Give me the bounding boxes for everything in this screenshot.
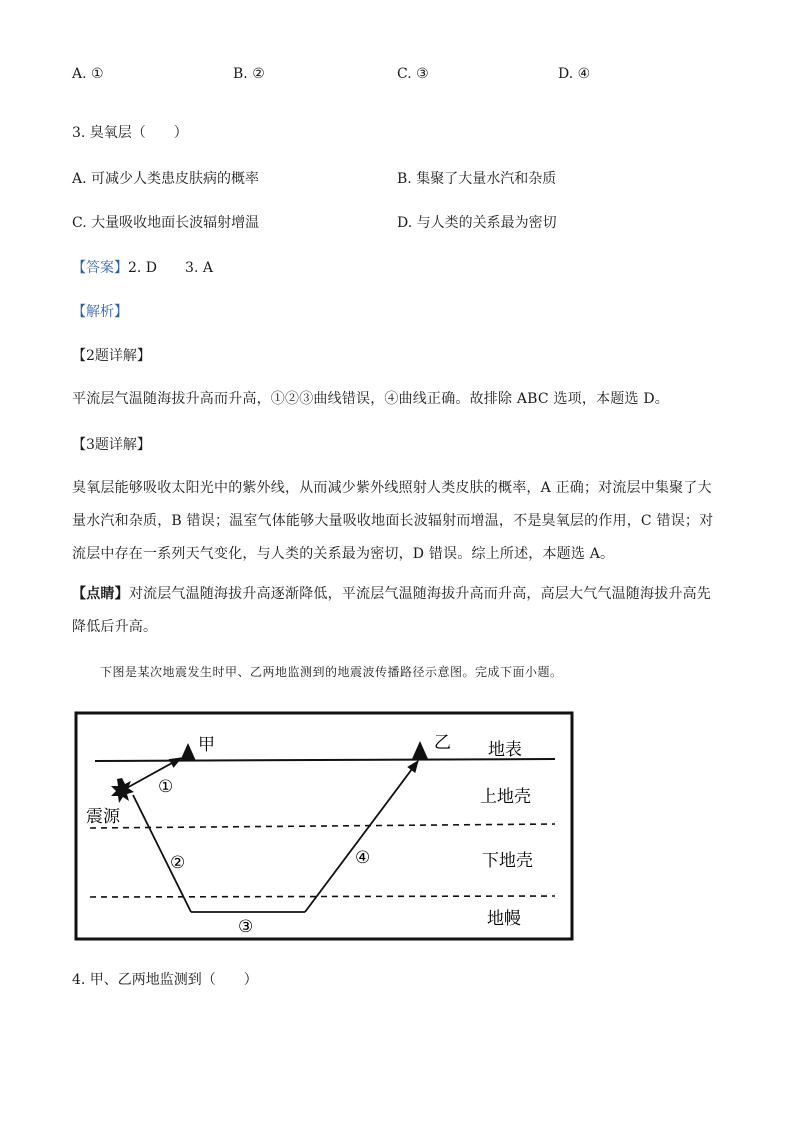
detail2-label: 【2题详解】 — [72, 348, 151, 364]
wave-path-4 — [305, 761, 418, 912]
q2-option-a[interactable]: A. ① — [72, 66, 104, 82]
q2-option-b[interactable]: B. ② — [233, 66, 265, 82]
detail3-label: 【3题详解】 — [72, 437, 151, 453]
station-b-triangle — [412, 741, 428, 759]
q3-option-a[interactable]: A. 可减少人类患皮肤病的概率 — [72, 171, 260, 187]
q4-stem: 4. 甲、乙两地监测到（ ） — [72, 972, 258, 988]
q3-stem: 3. 臭氧层（ ） — [72, 125, 188, 141]
path-label-4: ④ — [355, 848, 371, 868]
q3-option-b[interactable]: B. 集聚了大量水汽和杂质 — [397, 171, 557, 187]
detail3-text: 臭氧层能够吸收太阳光中的紫外线，从而减少紫外线照射人类皮肤的概率，A 正确；对流层中集聚了大量水汽和杂质，B 错误；温室气体能够大量吸收地面长波辐射而增温，不是臭氧层的作用，C 错误；对流层中存在一系列天气变化，与人类的关系最为密切，D 错误。综上所述，本题选 A。 — [72, 480, 714, 562]
tip-label: 【点睛】 — [72, 586, 129, 602]
epicenter-burst-icon — [111, 778, 134, 803]
layer-label-surface: 地表 — [488, 740, 522, 760]
moho-boundary-line — [90, 896, 555, 897]
layer-label-mantle: 地幔 — [487, 909, 521, 929]
q2-option-d[interactable]: D. ④ — [558, 66, 591, 82]
path-label-3: ③ — [238, 917, 254, 937]
analysis-label: 【解析】 — [72, 304, 128, 320]
station-b-label: 乙 — [434, 733, 451, 753]
path-label-2: ② — [170, 853, 186, 873]
q2-option-c[interactable]: C. ③ — [397, 66, 429, 82]
path-label-1: ① — [158, 777, 174, 797]
answer-text: 2. D 3. A — [128, 260, 213, 276]
station-a-triangle — [180, 743, 196, 761]
layer-label-upper-crust: 上地壳 — [480, 787, 531, 807]
surface-line — [95, 759, 555, 761]
answer-label: 【答案】 — [72, 260, 128, 276]
tip-text: 对流层气温随海拔升高逐渐降低，平流层气温随海拔升高而升高，高层大气气温随海拔升高先降低后升高。 — [72, 586, 712, 635]
diagram-intro: 下图是某次地震发生时甲、乙两地监测到的地震波传播路径示意图。完成下面小题。 — [100, 665, 563, 679]
q3-option-c[interactable]: C. 大量吸收地面长波辐射增温 — [72, 215, 260, 231]
crust-boundary-line — [90, 824, 555, 828]
layer-label-lower-crust: 下地壳 — [482, 851, 533, 871]
q3-option-d[interactable]: D. 与人类的关系最为密切 — [397, 215, 557, 231]
epicenter-label: 震源 — [86, 807, 120, 827]
station-a-label: 甲 — [198, 735, 215, 755]
detail2-text: 平流层气温随海拔升高而升高，①②③曲线错误，④曲线正确。故排除 ABC 选项，本题选 D。 — [72, 391, 669, 407]
